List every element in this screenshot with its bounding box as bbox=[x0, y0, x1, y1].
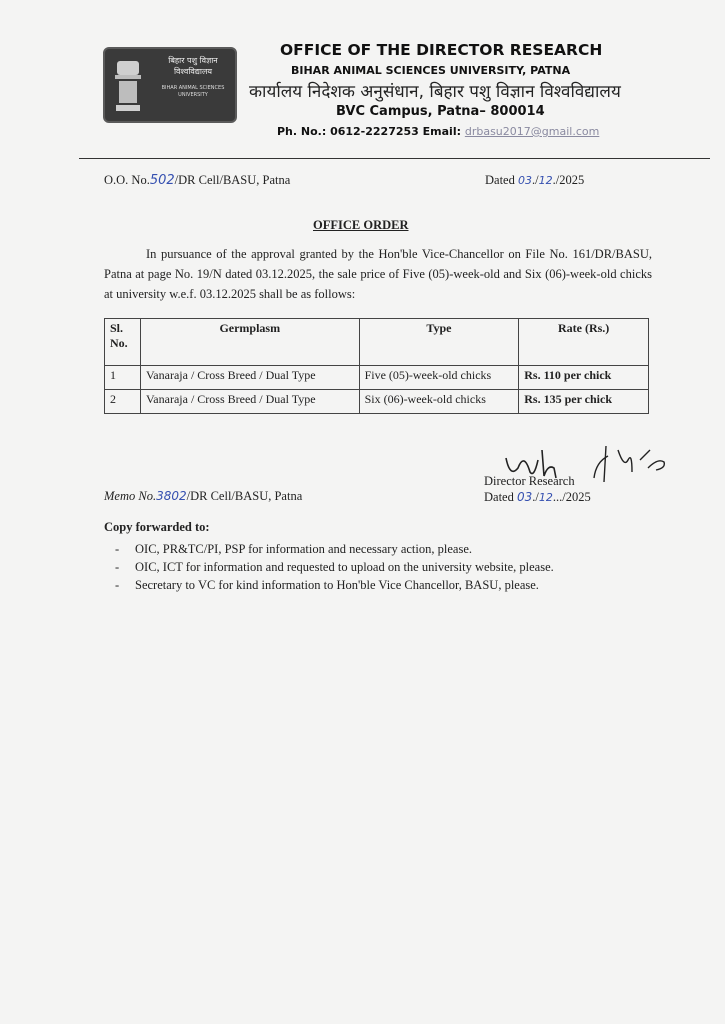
order-date-year: 2025 bbox=[559, 173, 585, 187]
copy-forwarded-list bbox=[115, 540, 554, 594]
header-germplasm: Germplasm bbox=[140, 319, 359, 366]
signature-date-line: Dated 03./12.../2025 bbox=[484, 490, 591, 504]
memo-number: 3802 bbox=[156, 489, 187, 503]
letterhead-title: OFFICE OF THE DIRECTOR RESEARCH bbox=[280, 41, 603, 59]
copy-forwarded-heading: Copy forwarded to: bbox=[104, 520, 210, 534]
logo-text-english: BIHAR ANIMAL SCIENCES UNIVERSITY bbox=[161, 85, 225, 98]
order-date-line: Dated 03./12./2025 bbox=[485, 173, 585, 187]
list-item: - OIC, ICT for information and requested to upload on the university website, please. bbox=[115, 558, 554, 576]
list-item: - Secretary to VC for kind information to Hon'ble Vice Chancellor, BASU, please. bbox=[115, 576, 554, 594]
letterhead-subtitle: BIHAR ANIMAL SCIENCES UNIVERSITY, PATNA bbox=[291, 64, 571, 77]
signature-date-label: Dated bbox=[484, 490, 514, 504]
cell-type: Six (06)-week-old chicks bbox=[359, 390, 519, 414]
cell-type: Five (05)-week-old chicks bbox=[359, 366, 519, 390]
order-number-suffix: /DR Cell/BASU, Patna bbox=[174, 173, 291, 187]
memo-suffix: /DR Cell/BASU, Patna bbox=[186, 489, 303, 503]
office-order-heading: OFFICE ORDER bbox=[313, 218, 409, 232]
header-rate: Rate (Rs.) bbox=[519, 319, 649, 366]
table-row bbox=[105, 390, 649, 414]
phone-label: Ph. No.: 0612-2227253 Email: bbox=[277, 125, 461, 138]
order-date-day: 03 bbox=[517, 174, 532, 187]
order-number-prefix: O.O. No. bbox=[104, 173, 150, 187]
cell-rate: Rs. 110 per chick bbox=[519, 366, 649, 390]
letterhead-contact bbox=[277, 125, 599, 138]
memo-line bbox=[104, 489, 302, 504]
logo-text-hindi: बिहार पशु विज्ञान विश्वविद्यालय bbox=[168, 56, 218, 76]
order-date-label: Dated bbox=[485, 173, 515, 187]
table-header-row bbox=[105, 319, 649, 366]
price-table bbox=[104, 318, 649, 414]
email-link[interactable]: drbasu2017@gmail.com bbox=[464, 125, 600, 138]
signature-date-day: 03 bbox=[516, 490, 533, 504]
signature-date-year: 2025 bbox=[565, 490, 591, 504]
header-sl-no: Sl. No. bbox=[105, 319, 141, 366]
header-type: Type bbox=[359, 319, 519, 366]
order-number-line bbox=[104, 173, 290, 188]
letterhead-campus: BVC Campus, Patna– 800014 bbox=[336, 104, 545, 119]
university-logo bbox=[103, 47, 237, 123]
cell-rate: Rs. 135 per chick bbox=[519, 390, 649, 414]
signature-designation: Director Research bbox=[484, 474, 575, 488]
memo-prefix: Memo No. bbox=[104, 489, 157, 503]
order-paragraph: In pursuance of the approval granted by the Hon'ble Vice-Chancellor on File No. 161/DR/BASU, Patna at page No. 19/N dated 03.12.2025, the sale price of Five (05)-week-old and Six (06)-week-old chicks at university w.e.f. 03.12.2025 shall be as follows: bbox=[104, 247, 652, 301]
table-row bbox=[105, 366, 649, 390]
header-divider bbox=[79, 158, 710, 159]
cell-germplasm: Vanaraja / Cross Breed / Dual Type bbox=[140, 366, 359, 390]
emblem-icon bbox=[113, 55, 143, 117]
signature-date-month: 12 bbox=[538, 491, 553, 504]
cell-germplasm: Vanaraja / Cross Breed / Dual Type bbox=[140, 390, 359, 414]
cell-sl: 1 bbox=[105, 366, 141, 390]
order-number: 502 bbox=[149, 173, 175, 188]
list-item: - OIC, PR&TC/PI, PSP for information and necessary action, please. bbox=[115, 540, 554, 558]
letterhead-hindi: कार्यालय निदेशक अनुसंधान, बिहार पशु विज्ञान विश्वविद्यालय bbox=[249, 82, 621, 102]
order-date-month: 12 bbox=[538, 174, 553, 187]
cell-sl: 2 bbox=[105, 390, 141, 414]
